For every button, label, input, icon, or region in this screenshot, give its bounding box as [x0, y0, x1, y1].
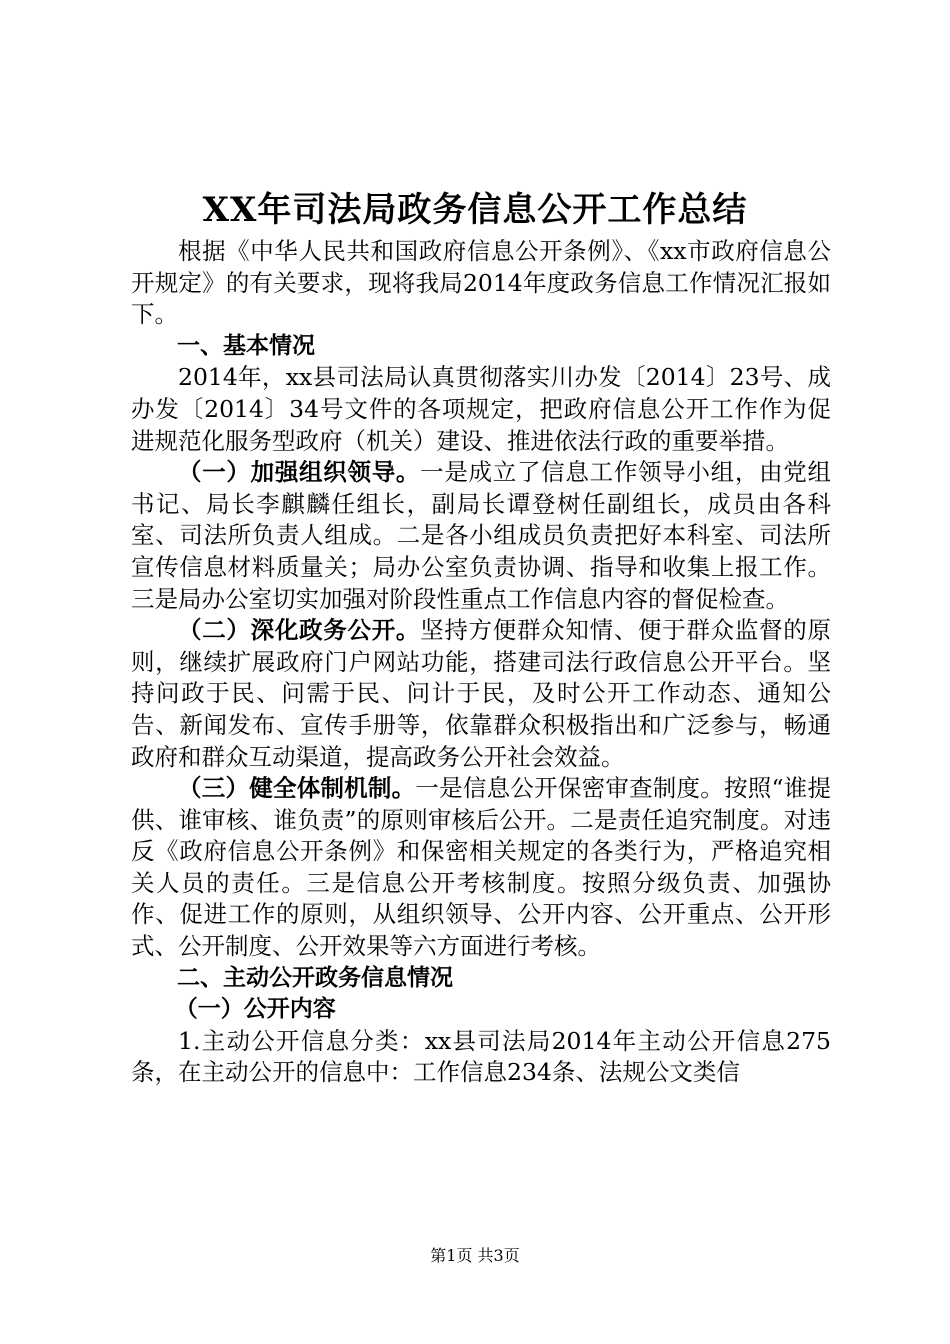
item2-lead: （二）深化政务公开。 [178, 616, 421, 645]
section1-paragraph: 2014年，xx县司法局认真贯彻落实川办发〔2014〕23号、成办发〔2014〕34号文件的各项规定，把政府信息公开工作作为促进规范化服务型政府（机关）建设、推进依法行政的重要举措。 [131, 363, 831, 455]
item2-paragraph [131, 615, 831, 773]
item3-text: 一是信息公开保密审查制度。按照“谁提供、谁审核、谁负责”的原则审核后公开。二是责任追究制度。对违反《政府信息公开条例》和保密相关规定的各类行为，严格追究相关人员的责任。三是信息公开考核制度。按照分级负责、加强协作、促进工作的原则，从组织领导、公开内容、公开重点、公开形式、公开制度、公开效果等六方面进行考核。 [131, 774, 832, 961]
section1-heading: 一、基本情况 [177, 332, 315, 359]
document-title: XX年司法局政务信息公开工作总结 [202, 190, 748, 230]
section2-paragraph: 1.主动公开信息分类：xx县司法局2014年主动公开信息275条，在主动公开的信息中：工作信息234条、法规公文类信 [131, 1026, 831, 1087]
page-footer: 第1页 共3页 [430, 1246, 520, 1265]
item1-paragraph [131, 457, 831, 615]
item2-text: 坚持方便群众知情、便于群众监督的原则，继续扩展政府门户网站功能，搭建司法行政信息公开平台。坚持问政于民、问需于民、问计于民，及时公开工作动态、通知公告、新闻发布、宣传手册等，依靠群众积极指出和广泛参与，畅通政府和群众互动渠道，提高政务公开社会效益。 [131, 616, 832, 771]
item1-lead: （一）加强组织领导。 [178, 458, 421, 487]
section2-heading: 二、主动公开政务信息情况 [177, 964, 453, 991]
item1-text: 一是成立了信息工作领导小组，由党组书记、局长李麒麟任组长，副局长谭登树任副组长，成员由各科室、司法所负责人组成。二是各小组成员负责把好本科室、司法所宣传信息材料质量关；局办公室负责协调、指导和收集上报工作。三是局办公室切实加强对阶段性重点工作信息内容的督促检查。 [131, 458, 832, 613]
intro-paragraph: 根据《中华人民共和国政府信息公开条例》、《xx市政府信息公开规定》的有关要求，现将我局2014年度政务信息工作情况汇报如下。 [131, 237, 831, 329]
item3-paragraph [131, 773, 831, 963]
section2-subheading: （一）公开内容 [174, 996, 336, 1023]
document-body [131, 236, 831, 1089]
item3-lead: （三）健全体制机制。 [178, 774, 416, 803]
